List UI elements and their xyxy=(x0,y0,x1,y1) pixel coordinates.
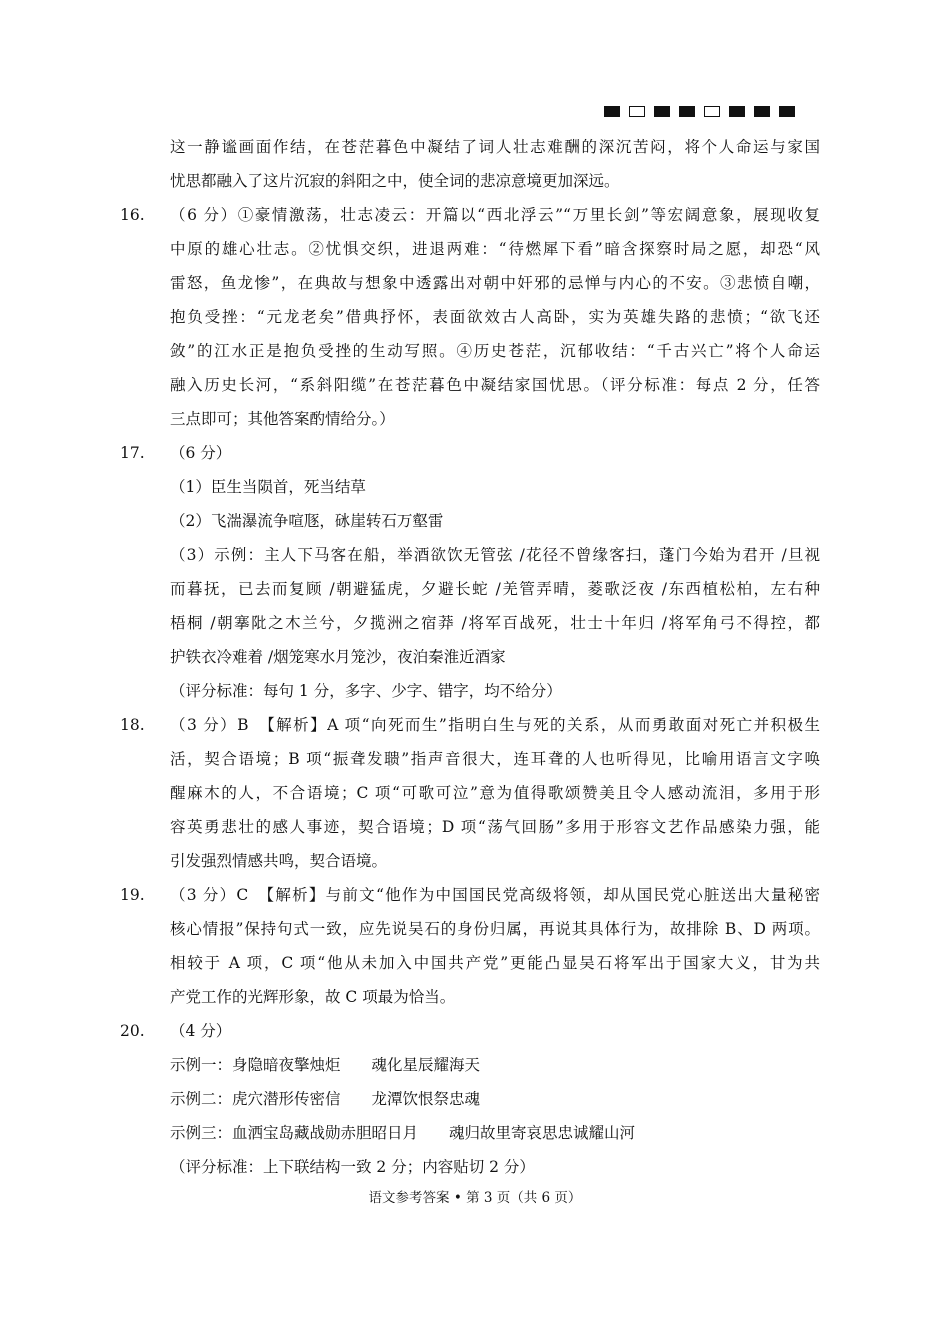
answer-19 xyxy=(120,878,820,1014)
text-line: 示例三：血洒宝岛藏战勋赤胆昭日月 魂归故里寄哀思忠诚耀山河 xyxy=(170,1124,636,1142)
text-line: 活，契合语境；B 项“振聋发聩”指声音很大，连耳聋的人也听得见，比喻用语言文字唤 xyxy=(170,750,820,768)
text-line: 产党工作的光辉形象，故 C 项最为恰当。 xyxy=(170,988,456,1006)
text-line: 护铁衣冷难着 /烟笼寒水月笼沙，夜泊秦淮近酒家 xyxy=(170,648,506,666)
answer-17 xyxy=(120,436,820,708)
text-line: （3）示例：主人下马客在船，举酒欲饮无管弦 /花径不曾缘客扫，蓬门今始为君开 /旦视 xyxy=(170,546,820,564)
text-line: （评分标准：上下联结构一致 2 分；内容贴切 2 分） xyxy=(170,1158,535,1176)
header-marks xyxy=(604,106,795,117)
answer-body xyxy=(170,1014,820,1184)
answer-18 xyxy=(120,708,820,878)
question-number: 19. xyxy=(120,886,145,904)
text-line: （6 分）①豪情激荡，壮志凌云：开篇以“西北浮云”“万里长剑”等宏阔意象，展现收复 xyxy=(170,206,820,224)
answer-body xyxy=(170,436,820,708)
text-line: 融入历史长河，“系斜阳缆”在苍茫暮色中凝结家国忧思。（评分标准：每点 2 分，任答 xyxy=(170,376,820,394)
text-line: 醒麻木的人，不合语境；C 项“可歌可泣”意为值得歌颂赞美且令人感动流泪，多用于形 xyxy=(170,784,820,802)
question-number: 16. xyxy=(120,206,145,224)
header-mark xyxy=(754,106,770,117)
text-line: 示例一：身隐暗夜擎烛炬 魂化星辰耀海天 xyxy=(170,1056,481,1074)
header-mark xyxy=(779,106,795,117)
text-line: 忧思都融入了这片沉寂的斜阳之中，使全词的悲凉意境更加深远。 xyxy=(170,172,620,190)
question-number: 20. xyxy=(120,1022,145,1040)
text-line: 中原的雄心壮志。②忧惧交织，进退两难：“待燃犀下看”暗含探察时局之愿，却恐“风 xyxy=(170,240,820,258)
answer-16 xyxy=(120,198,820,436)
header-mark xyxy=(729,106,745,117)
answer-20 xyxy=(120,1014,820,1184)
text-line: 这一静谧画面作结，在苍茫暮色中凝结了词人壮志难酬的深沉苦闷，将个人命运与家国 xyxy=(170,138,820,156)
text-line: 梧桐 /朝搴阰之木兰兮，夕揽洲之宿莽 /将军百战死，壮士十年归 /将军角弓不得控，都 xyxy=(170,614,820,632)
text-line: 相较于 A 项，C 项“他从未加入中国共产党”更能凸显吴石将军出于国家大义，甘为共 xyxy=(170,954,820,972)
text-line: 引发强烈情感共鸣，契合语境。 xyxy=(170,852,388,870)
answer-body xyxy=(170,708,820,878)
answer-content xyxy=(120,130,820,1184)
question-number: 17. xyxy=(120,444,145,462)
text-line: 敛”的江水正是抱负受挫的生动写照。④历史苍茫，沉郁收结：“千古兴亡”将个人命运 xyxy=(170,342,820,360)
text-line: （3 分）C 【解析】与前文“他作为中国国民党高级将领，却从国民党心脏送出大量秘密 xyxy=(170,886,820,904)
text-line: 而暮抚，已去而复顾 /朝避猛虎，夕避长蛇 /羌管弄晴，菱歌泛夜 /东西植松柏，左右种 xyxy=(170,580,820,598)
text-line: （2）飞湍瀑流争喧豗，砯崖转石万壑雷 xyxy=(170,512,444,530)
text-line: 雷怒，鱼龙惨”，在典故与想象中透露出对朝中奸邪的忌惮与内心的不安。③悲愤自嘲， xyxy=(170,274,820,292)
answer-body xyxy=(170,198,820,436)
page-footer: 语文参考答案 • 第 3 页（共 6 页） xyxy=(368,1190,582,1206)
header-mark xyxy=(704,106,720,117)
score-label: （6 分） xyxy=(170,444,232,462)
header-mark xyxy=(604,106,620,117)
text-line: 抱负受挫：“元龙老矣”借典抒怀，表面欲效古人高卧，实为英雄失路的悲愤；“欲飞还 xyxy=(170,308,820,326)
question-number: 18. xyxy=(120,716,145,734)
text-line: 示例二：虎穴潜形传密信 龙潭饮恨祭忠魂 xyxy=(170,1090,481,1108)
text-line: （1）臣生当陨首，死当结草 xyxy=(170,478,366,496)
text-line: 容英勇悲壮的感人事迹，契合语境；D 项“荡气回肠”多用于形容文艺作品感染力强，能 xyxy=(170,818,820,836)
score-label: （4 分） xyxy=(170,1022,232,1040)
header-mark xyxy=(654,106,670,117)
continuation-paragraph xyxy=(120,130,820,198)
text-line: （评分标准：每句 1 分，多字、少字、错字，均不给分） xyxy=(170,682,562,700)
answer-body xyxy=(170,878,820,1014)
header-mark xyxy=(629,106,645,117)
text-line: （3 分）B 【解析】A 项“向死而生”指明白生与死的关系，从而勇敢面对死亡并积极生 xyxy=(170,716,820,734)
text-line: 核心情报”保持句式一致，应先说吴石的身份归属，再说其具体行为，故排除 B、D 两项。 xyxy=(170,920,820,938)
header-mark xyxy=(679,106,695,117)
text-line: 三点即可；其他答案酌情给分。） xyxy=(170,410,395,428)
